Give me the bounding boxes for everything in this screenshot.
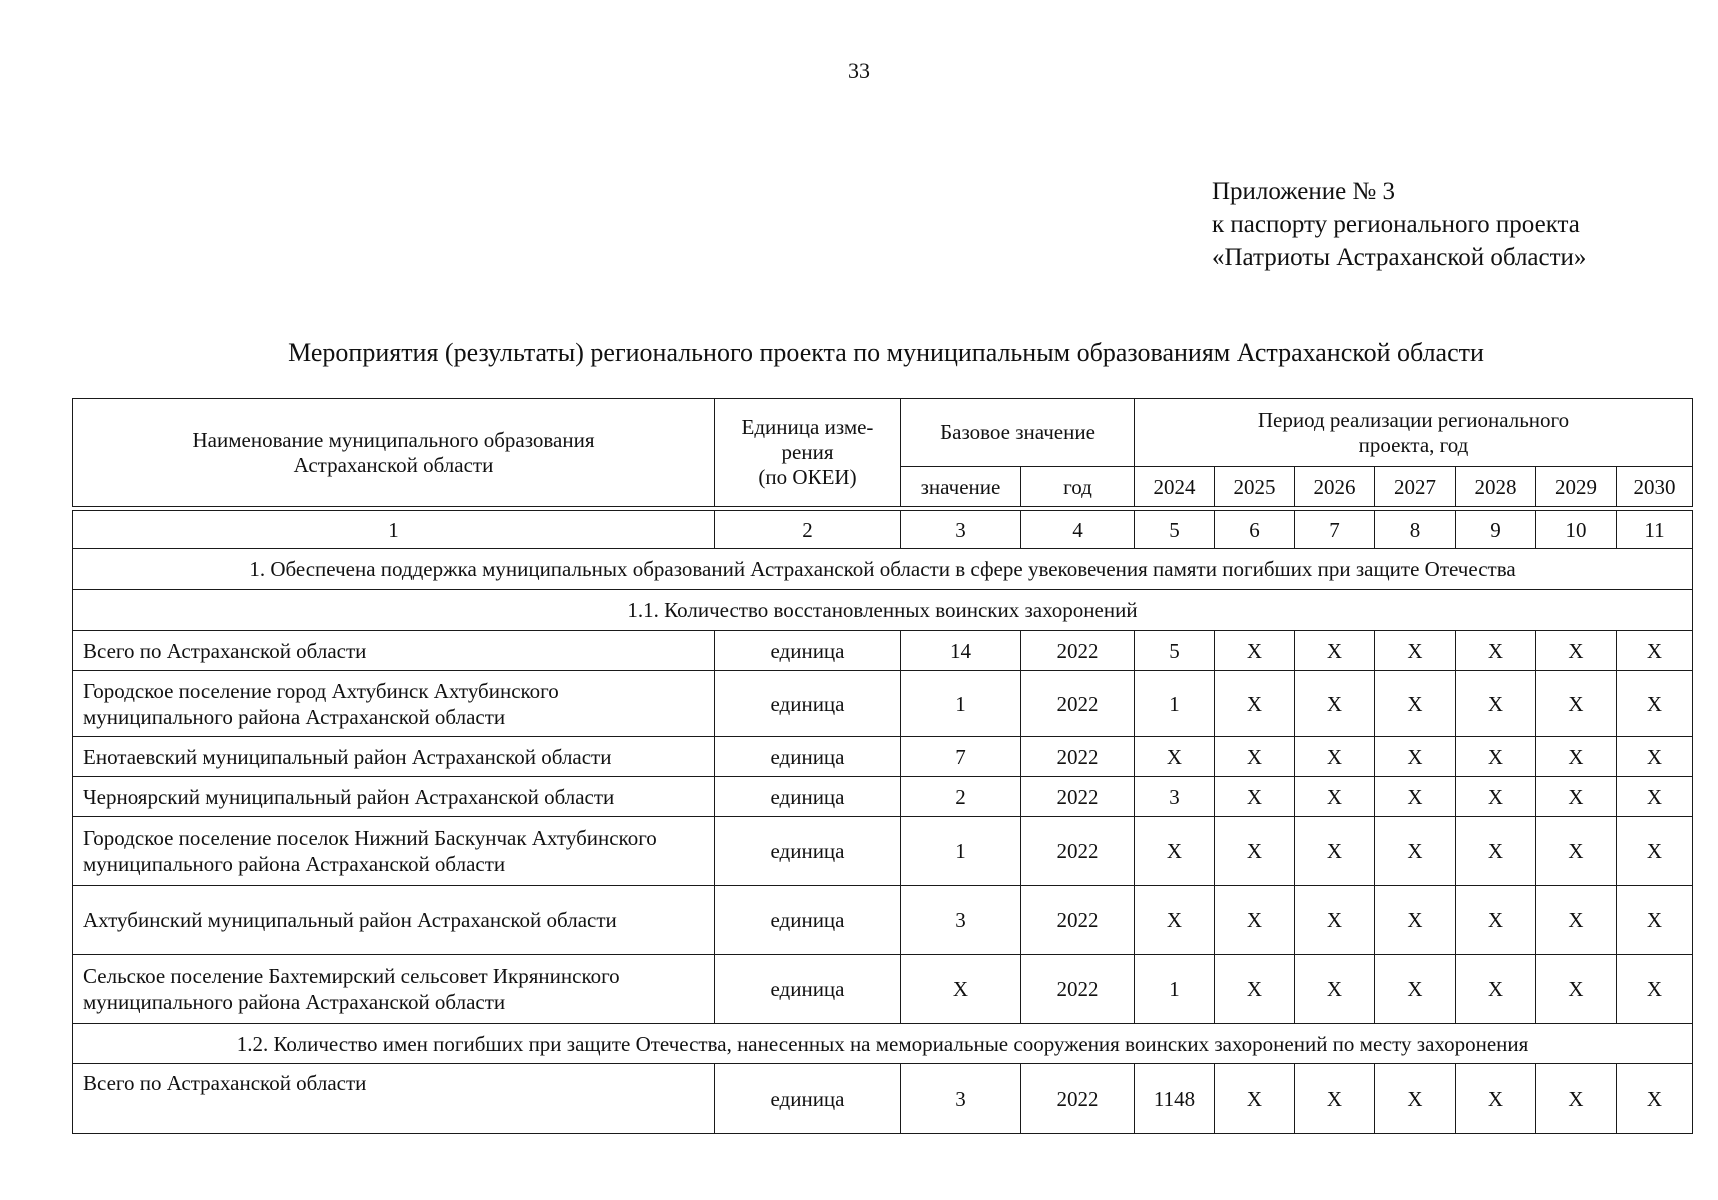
year-value-cell: 1 [1135, 955, 1215, 1024]
year-value-cell: X [1215, 631, 1295, 671]
year-value-cell: X [1375, 886, 1456, 955]
base-value-cell: 1 [901, 817, 1021, 886]
municipality-name: Сельское поселение Бахтемирский сельсовет Икрянинского муниципального района Астраханской области [73, 955, 715, 1024]
table-row [73, 1064, 1693, 1134]
year-value-cell: X [1456, 955, 1536, 1024]
year-value-cell: X [1617, 886, 1693, 955]
year-value-cell: X [1536, 737, 1617, 777]
base-value-cell: 2 [901, 777, 1021, 817]
year-value-cell: 5 [1135, 631, 1215, 671]
year-value-cell: X [1135, 886, 1215, 955]
document-title: Мероприятия (результаты) регионального проекта по муниципальным образованиям Астраханской области [288, 338, 1484, 367]
year-value-cell: X [1536, 1064, 1617, 1134]
unit-cell: единица [715, 777, 901, 817]
unit-cell: единица [715, 886, 901, 955]
table-row [73, 777, 1693, 817]
header-row-1 [73, 399, 1693, 467]
column-number-row [73, 511, 1693, 549]
header-unit-line-1: Единица изме- [741, 415, 874, 439]
appendix-line-2: к паспорту регионального проекта [1212, 211, 1580, 238]
base-year-cell: 2022 [1021, 631, 1135, 671]
year-value-cell: X [1295, 737, 1375, 777]
year-value-cell: X [1215, 1064, 1295, 1134]
subsection-title: 1.2. Количество имен погибших при защите Отечества, нанесенных на мемориальные сооружения воинских захоронений по месту захоронения [73, 1024, 1693, 1064]
table-row [73, 737, 1693, 777]
unit-cell: единица [715, 955, 901, 1024]
column-number: 8 [1375, 511, 1456, 549]
unit-cell: единица [715, 817, 901, 886]
base-value-cell: 14 [901, 631, 1021, 671]
base-value-cell: 1 [901, 671, 1021, 737]
year-value-cell: X [1295, 817, 1375, 886]
year-value-cell: X [1375, 1064, 1456, 1134]
year-value-cell: X [1295, 777, 1375, 817]
base-value-cell: 7 [901, 737, 1021, 777]
year-value-cell: X [1456, 631, 1536, 671]
appendix-line-3: «Патриоты Астраханской области» [1212, 244, 1587, 271]
municipality-name: Городское поселение город Ахтубинск Ахтубинского муниципального района Астраханской области [73, 671, 715, 737]
year-value-cell: X [1375, 817, 1456, 886]
header-year: 2030 [1617, 467, 1693, 507]
table-row [73, 886, 1693, 955]
results-table [72, 398, 1693, 1134]
header-year: 2028 [1456, 467, 1536, 507]
municipality-name: Енотаевский муниципальный район Астраханской области [73, 737, 715, 777]
year-value-cell: X [1456, 817, 1536, 886]
year-value-cell: X [1536, 817, 1617, 886]
unit-cell: единица [715, 671, 901, 737]
year-value-cell: X [1295, 955, 1375, 1024]
header-base-value: значение [901, 467, 1021, 507]
year-value-cell: X [1375, 671, 1456, 737]
year-value-cell: X [1536, 631, 1617, 671]
subsection-title: 1.1. Количество восстановленных воинских захоронений [73, 590, 1693, 631]
section-row [73, 549, 1693, 590]
subsection-row [73, 590, 1693, 631]
year-value-cell: X [1215, 671, 1295, 737]
year-value-cell: X [1617, 631, 1693, 671]
unit-cell: единица [715, 737, 901, 777]
year-value-cell: X [1617, 817, 1693, 886]
year-value-cell: 1148 [1135, 1064, 1215, 1134]
year-value-cell: X [1617, 777, 1693, 817]
header-year: 2026 [1295, 467, 1375, 507]
year-value-cell: X [1215, 886, 1295, 955]
year-value-cell: X [1215, 955, 1295, 1024]
year-value-cell: X [1375, 777, 1456, 817]
column-number: 7 [1295, 511, 1375, 549]
header-name-line-1: Наименование муниципального образования [192, 427, 595, 452]
column-number: 3 [901, 511, 1021, 549]
year-value-cell: X [1215, 777, 1295, 817]
header-period-line-1: Период реализации регионального [1257, 407, 1570, 432]
unit-cell: единица [715, 1064, 901, 1134]
year-value-cell: X [1536, 777, 1617, 817]
header-unit [715, 399, 901, 507]
year-value-cell: X [1456, 671, 1536, 737]
base-year-cell: 2022 [1021, 955, 1135, 1024]
base-year-cell: 2022 [1021, 1064, 1135, 1134]
header-base: Базовое значение [901, 399, 1135, 467]
municipality-name: Всего по Астраханской области [73, 631, 715, 671]
year-value-cell: X [1375, 955, 1456, 1024]
year-value-cell: X [1135, 817, 1215, 886]
column-number: 10 [1536, 511, 1617, 549]
header-year: 2027 [1375, 467, 1456, 507]
header-year: 2024 [1135, 467, 1215, 507]
appendix-note [1212, 175, 1586, 274]
unit-cell: единица [715, 631, 901, 671]
table-row [73, 671, 1693, 737]
base-year-cell: 2022 [1021, 671, 1135, 737]
year-value-cell: X [1456, 886, 1536, 955]
year-value-cell: X [1536, 671, 1617, 737]
year-value-cell: X [1295, 671, 1375, 737]
base-value-cell: 3 [901, 886, 1021, 955]
page-number: 33 [848, 58, 870, 83]
year-value-cell: X [1295, 886, 1375, 955]
table-row [73, 955, 1693, 1024]
header-year: 2025 [1215, 467, 1295, 507]
year-value-cell: X [1456, 1064, 1536, 1134]
municipality-name: Черноярский муниципальный район Астраханской области [73, 777, 715, 817]
header-period [1135, 399, 1693, 467]
year-value-cell: X [1215, 817, 1295, 886]
year-value-cell: X [1617, 671, 1693, 737]
section-title: 1. Обеспечена поддержка муниципальных образований Астраханской области в сфере увековечения памяти погибших при защите Отечества [73, 549, 1693, 590]
year-value-cell: X [1536, 955, 1617, 1024]
year-value-cell: 1 [1135, 671, 1215, 737]
header-unit-line-2: рения [781, 440, 834, 464]
header-name-line-2: Астраханской области [293, 452, 494, 477]
appendix-line-1: Приложение № 3 [1212, 178, 1396, 205]
table-row [73, 631, 1693, 671]
year-value-cell: X [1135, 737, 1215, 777]
header-name [73, 399, 715, 507]
year-value-cell: X [1375, 737, 1456, 777]
header-unit-line-3: (по ОКЕИ) [758, 465, 857, 489]
column-number: 11 [1617, 511, 1693, 549]
column-number: 2 [715, 511, 901, 549]
column-number: 6 [1215, 511, 1295, 549]
base-year-cell: 2022 [1021, 886, 1135, 955]
header-year: 2029 [1536, 467, 1617, 507]
column-number: 1 [73, 511, 715, 549]
column-number: 5 [1135, 511, 1215, 549]
municipality-name: Всего по Астраханской области [73, 1064, 715, 1134]
header-period-line-2: проекта, год [1358, 432, 1469, 457]
year-value-cell: X [1617, 737, 1693, 777]
year-value-cell: X [1295, 631, 1375, 671]
year-value-cell: X [1295, 1064, 1375, 1134]
year-value-cell: X [1617, 1064, 1693, 1134]
year-value-cell: X [1456, 777, 1536, 817]
base-value-cell: 3 [901, 1064, 1021, 1134]
year-value-cell: X [1456, 737, 1536, 777]
municipality-name: Городское поселение поселок Нижний Баскунчак Ахтубинского муниципального района Астраханской области [73, 817, 715, 886]
year-value-cell: X [1617, 955, 1693, 1024]
base-year-cell: 2022 [1021, 737, 1135, 777]
year-value-cell: X [1215, 737, 1295, 777]
base-value-cell: X [901, 955, 1021, 1024]
column-number: 4 [1021, 511, 1135, 549]
column-number: 9 [1456, 511, 1536, 549]
subsection-row [73, 1024, 1693, 1064]
base-year-cell: 2022 [1021, 817, 1135, 886]
municipality-name: Ахтубинский муниципальный район Астраханской области [73, 886, 715, 955]
year-value-cell: X [1536, 886, 1617, 955]
base-year-cell: 2022 [1021, 777, 1135, 817]
year-value-cell: 3 [1135, 777, 1215, 817]
header-base-year: год [1021, 467, 1135, 507]
table-row [73, 817, 1693, 886]
year-value-cell: X [1375, 631, 1456, 671]
